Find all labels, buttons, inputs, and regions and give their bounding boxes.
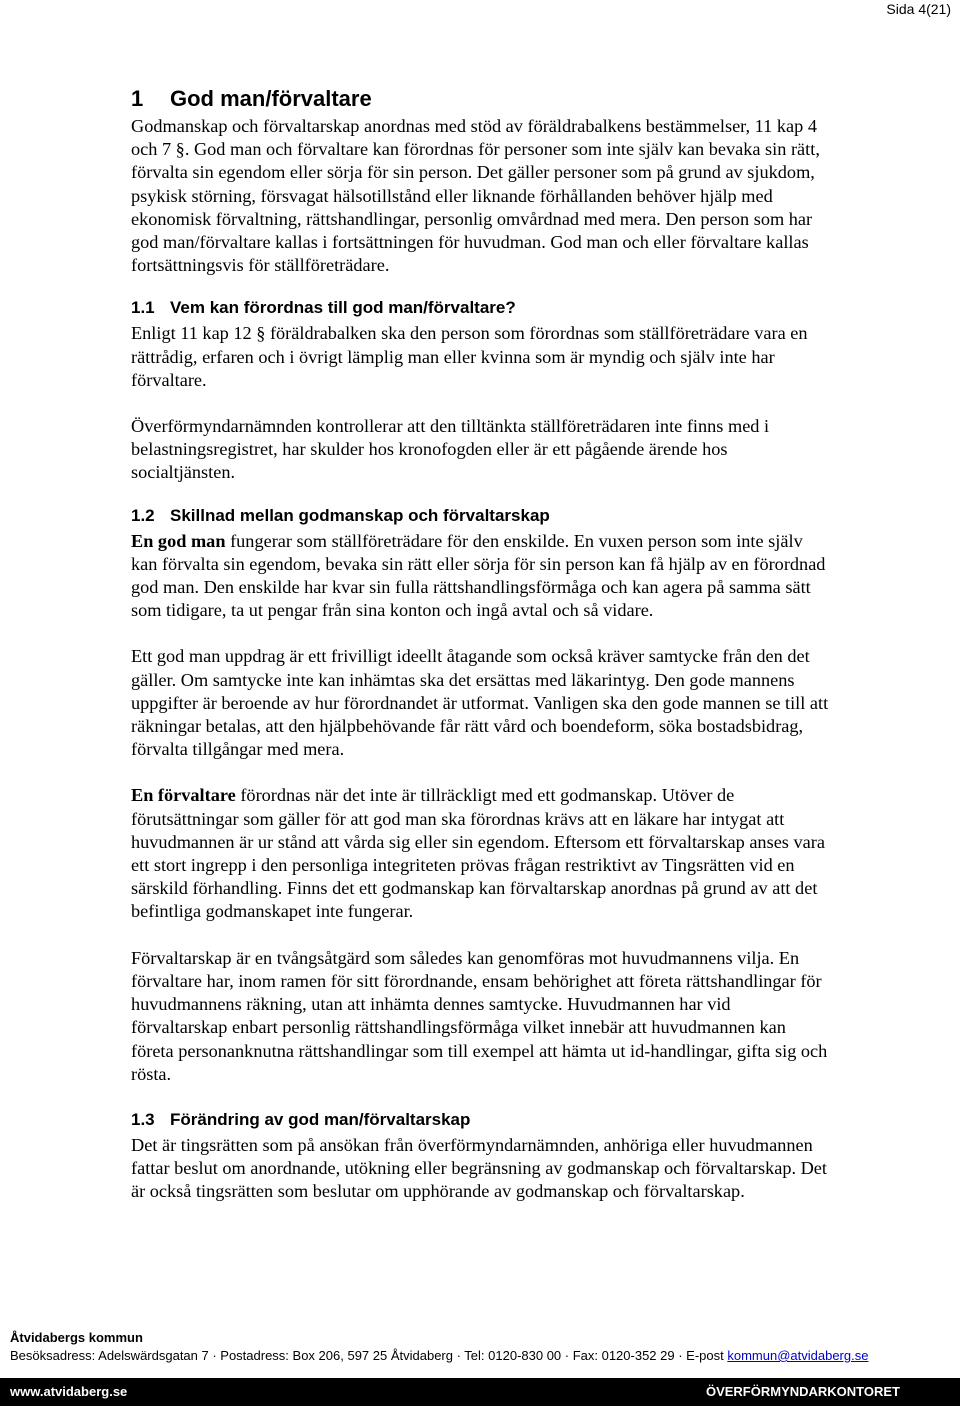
paragraph: En förvaltare förordnas när det inte är tillräckligt med ett godmanskap. Utöver de förutsättningar som gäller för att god man ska förordnas krävs att en läkare har intygat att huvudmannen är ur stånd att vårda sig eller sin egendom. Eftersom ett förvaltarskap anses vara ett stort ingrepp i den personliga integriteten prövas frågan restriktivt av Tingsrätten vid en särskild förhandling. Finns det ett godmanskap kan förvaltarskap anordnas på grund av att det befintliga godmanskapet inte fungerar. (131, 785, 825, 922)
section-heading-1-3 (131, 1109, 831, 1131)
footer-bar (0, 1378, 960, 1406)
section-title: God man/förvaltare (170, 86, 372, 111)
section-number: 1.2 (131, 505, 155, 525)
section-title: Skillnad mellan godmanskap och förvaltarskap (170, 505, 550, 525)
paragraph: Överförmyndarnämnden kontrollerar att den tilltänkta ställföreträdaren inte finns med i belastningsregistret, har skulder hos kronofogden eller är ett pågående ärende hos socialtjänsten. (131, 416, 770, 483)
section-heading-1 (131, 86, 831, 112)
footer-organization: Åtvidabergs kommun (10, 1330, 143, 1345)
department-label: ÖVERFÖRMYNDARKONTORET (705, 1384, 900, 1399)
paragraph: Det är tingsrätten som på ansökan från överförmyndarnämnden, anhöriga eller huvudmannen fattar beslut om anordnande, utökning eller begränsning av godmanskap och förvaltarskap. Det är också tingsrätten som beslutar om upphörande av godmanskap och förvaltarskap. (131, 1134, 827, 1202)
email-link[interactable]: kommun@atvidaberg.se (727, 1348, 869, 1363)
section-number: 1.1 (131, 298, 155, 318)
paragraph: Ett god man uppdrag är ett frivilligt ideellt åtagande som också kräver samtycke från den det gäller. Om samtycke inte kan inhämtas ska det ersättas med läkarintyg. Den gode mannens uppgifter är beroende av hur förordnandet är utformat. Vanligen ska den gode mannen se till att räkningar betalas, att den hjälpbehövande får rätt vård och boendeform, söka bostadsbidrag, förvalta tillgångar med mera. (131, 646, 829, 760)
document-body (131, 86, 831, 1204)
page-number: Sida 4(21) (886, 1, 951, 17)
website-link[interactable]: www.atvidaberg.se (10, 1384, 128, 1399)
paragraph: En god man fungerar som ställföreträdare för den enskilde. En vuxen person som inte själv kan förvalta sin egendom, bevaka sin rätt eller sörja för sin person kan få hjälp av en förordnad god man. Den enskilde har kvar sin fulla rättshandlingsförmåga och kan agera på samma sätt som tidigare, ta ut pengar från sina konton och ingå avtal och så vidare. (131, 530, 826, 621)
paragraph: Enligt 11 kap 12 § föräldrabalken ska den person som förordnas som ställföreträdare vara en rättrådig, erfaren och i övrigt lämplig man eller kvinna som är myndig och själv inte har förvaltare. (131, 323, 808, 390)
footer-address: Besöksadress: Adelswärdsgatan 7 · Postadress: Box 206, 597 25 Åtvidaberg · Tel: 0120-830 00 · Fax: 0120-352 29 · E-post kommun@atvidaberg.se (10, 1348, 869, 1363)
section-heading-1-2 (131, 505, 831, 527)
section-number: 1.3 (131, 1109, 155, 1129)
paragraph: Förvaltarskap är en tvångsåtgärd som således kan genomföras mot huvudmannens vilja. En förvaltare har, inom ramen för sitt förordnande, ensam behörighet att företa rättshandlingar för huvudmannens räkning, utan att inhämta dennes samtycke. Huvudmannen har vid förvaltarskap enbart personlig rättshandlingsförmåga vilket innebär att huvudmannen kan företa personanknutna rättshandlingar som till exempel att hämta ut id-handlingar, gifta sig och rösta. (131, 947, 828, 1084)
term-lead: En förvaltare (131, 785, 236, 806)
section-heading-1-1 (131, 297, 831, 319)
paragraph: Godmanskap och förvaltarskap anordnas med stöd av föräldrabalkens bestämmelser, 11 kap 4 och 7 §. God man och förvaltare kan förordnas för personer som inte själv kan bevaka sin rätt, förvalta sin egendom eller sörja för sin person. Det gäller personer som på grund av sjukdom, psykisk störning, försvagat hälsotillstånd eller liknande förhållanden behöver hjälp med ekonomisk förvaltning, rättshandlingar, personlig omvårdnad med mera. Den person som har god man/förvaltare kallas i fortsättningen för huvudman. God man och eller förvaltare kallas fortsättningsvis för ställföreträdare. (131, 116, 820, 276)
section-number: 1 (131, 86, 144, 111)
term-lead: En god man (131, 530, 226, 551)
section-title: Vem kan förordnas till god man/förvaltare? (170, 298, 516, 318)
section-title: Förändring av god man/förvaltarskap (170, 1109, 471, 1129)
